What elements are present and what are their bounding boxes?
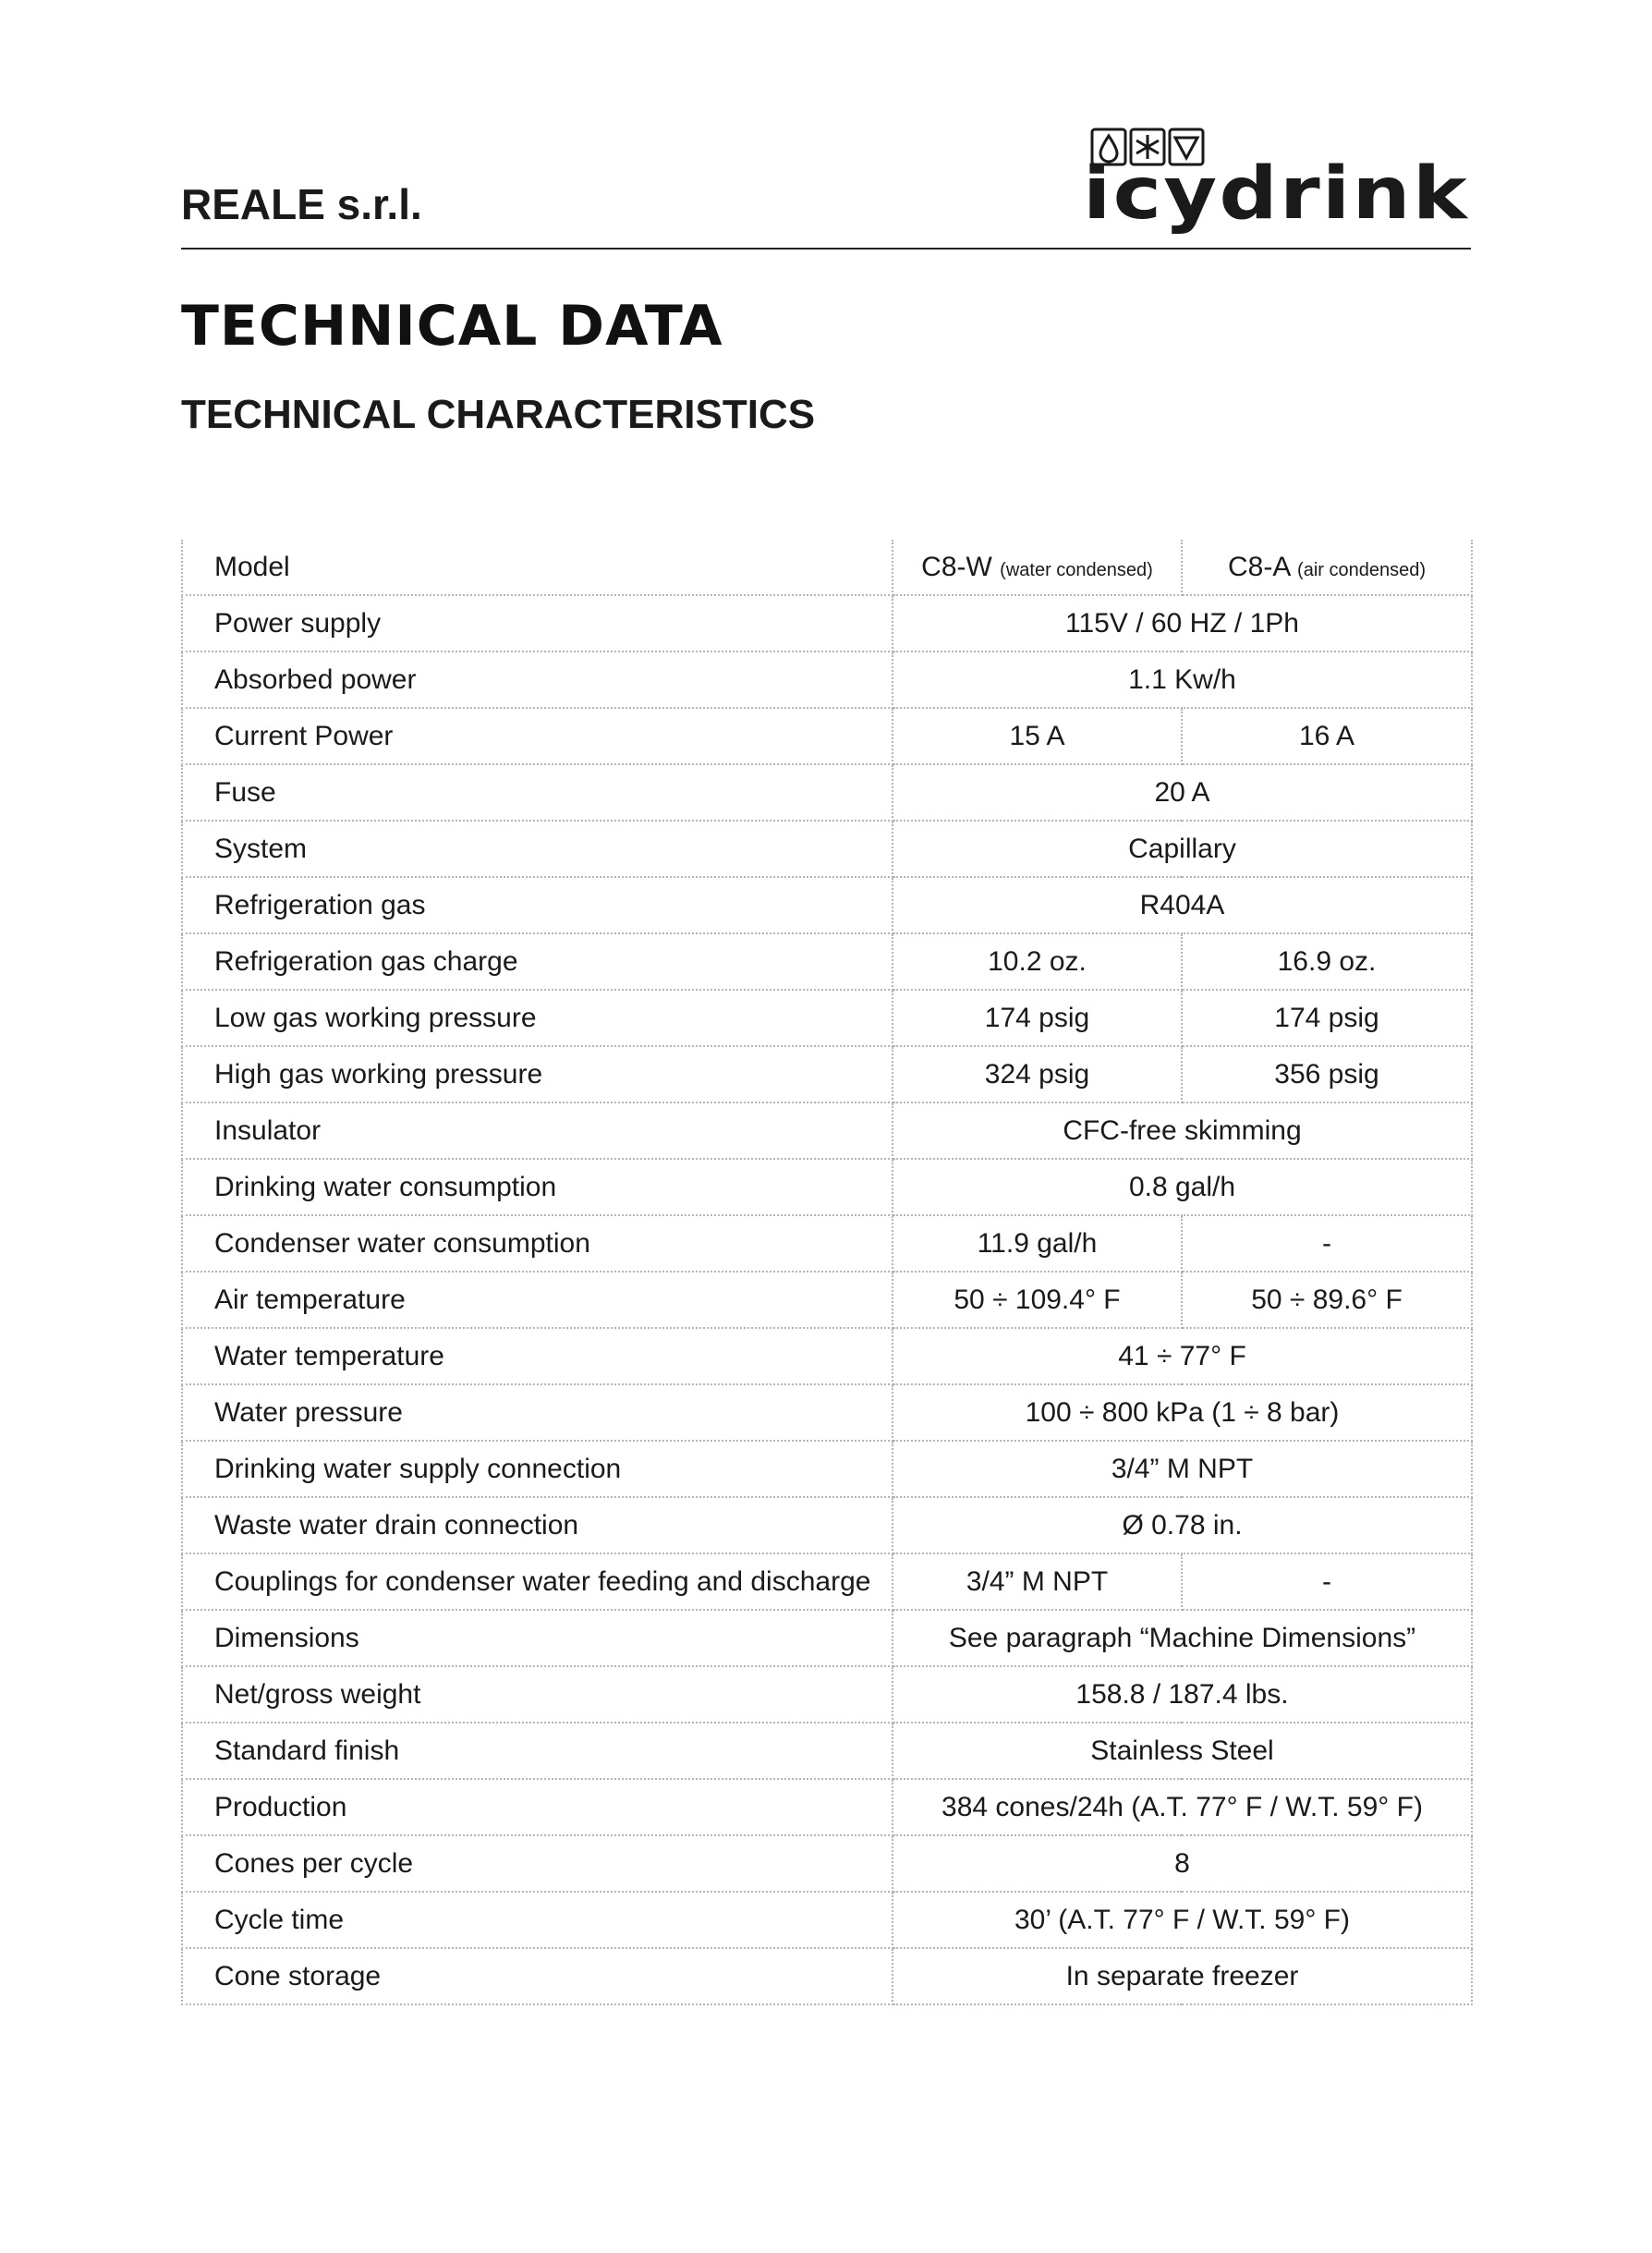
row-value-c8w: 324 psig (893, 1046, 1182, 1102)
row-value-c8a: 50 ÷ 89.6° F (1182, 1272, 1472, 1328)
row-label: Drinking water supply connection (182, 1441, 893, 1497)
row-label: Standard finish (182, 1723, 893, 1779)
table-row (182, 1328, 1472, 1384)
table-row (182, 1835, 1472, 1892)
row-value-c8w: 3/4” M NPT (893, 1553, 1182, 1610)
table-row (182, 1272, 1472, 1328)
row-label: Drinking water consumption (182, 1159, 893, 1215)
row-label: Absorbed power (182, 652, 893, 708)
row-value-c8a: - (1182, 1553, 1472, 1610)
row-label: Refrigeration gas (182, 877, 893, 933)
table-row (182, 1046, 1472, 1102)
row-value: Capillary (893, 821, 1472, 877)
table-row (182, 764, 1472, 821)
row-value: R404A (893, 877, 1472, 933)
row-value-c8a: 16 A (1182, 708, 1472, 764)
table-row (182, 1892, 1472, 1948)
company-name: REALE s.r.l. (181, 180, 422, 228)
table-row (182, 1723, 1472, 1779)
table-row (182, 1948, 1472, 2004)
row-label: Current Power (182, 708, 893, 764)
row-value: 41 ÷ 77° F (893, 1328, 1472, 1384)
table-row (182, 1441, 1472, 1497)
table-row (182, 1666, 1472, 1723)
row-label: Cone storage (182, 1948, 893, 2004)
technical-characteristics-table (181, 540, 1473, 2005)
page-header (181, 120, 1471, 250)
row-value-c8w: 50 ÷ 109.4° F (893, 1272, 1182, 1328)
row-value-c8a: 174 psig (1182, 990, 1472, 1046)
table-row (182, 1779, 1472, 1835)
table-row (182, 708, 1472, 764)
table-header-row (182, 540, 1472, 595)
row-label: Cones per cycle (182, 1835, 893, 1892)
table-row (182, 1159, 1472, 1215)
table-row (182, 821, 1472, 877)
row-label: Waste water drain connection (182, 1497, 893, 1553)
icydrink-logo (1083, 126, 1471, 235)
row-label: Insulator (182, 1102, 893, 1159)
row-value-c8w: 11.9 gal/h (893, 1215, 1182, 1272)
row-value: 100 ÷ 800 kPa (1 ÷ 8 bar) (893, 1384, 1472, 1441)
row-value-c8w: 174 psig (893, 990, 1182, 1046)
row-label: Net/gross weight (182, 1666, 893, 1723)
row-label: Couplings for condenser water feeding and discharge (182, 1553, 893, 1610)
section-subtitle: TECHNICAL CHARACTERISTICS (181, 392, 816, 437)
model-c8a-note: (air condensed) (1297, 559, 1426, 580)
table-row (182, 1497, 1472, 1553)
table-row (182, 1102, 1472, 1159)
table-row (182, 1384, 1472, 1441)
row-label: Cycle time (182, 1892, 893, 1948)
row-value-c8w: 10.2 oz. (893, 933, 1182, 990)
row-value: 384 cones/24h (A.T. 77° F / W.T. 59° F) (893, 1779, 1472, 1835)
row-label: High gas working pressure (182, 1046, 893, 1102)
row-value: In separate freezer (893, 1948, 1472, 2004)
row-label: Fuse (182, 764, 893, 821)
row-label: Condenser water consumption (182, 1215, 893, 1272)
row-value: 1.1 Kw/h (893, 652, 1472, 708)
logo-wordmark: icydrink (1083, 152, 1470, 235)
row-value: 8 (893, 1835, 1472, 1892)
row-value-c8a: 16.9 oz. (1182, 933, 1472, 990)
table-row (182, 990, 1472, 1046)
table-row (182, 877, 1472, 933)
model-c8a-cell (1182, 540, 1472, 595)
row-label: Low gas working pressure (182, 990, 893, 1046)
model-label: Model (182, 540, 893, 595)
row-value: 158.8 / 187.4 lbs. (893, 1666, 1472, 1723)
row-value: 115V / 60 HZ / 1Ph (893, 595, 1472, 652)
model-c8w-note: (water condensed) (1000, 559, 1153, 580)
row-value: 20 A (893, 764, 1472, 821)
table-row (182, 1610, 1472, 1666)
row-value: Ø 0.78 in. (893, 1497, 1472, 1553)
page-title: TECHNICAL DATA (181, 294, 723, 359)
row-value: See paragraph “Machine Dimensions” (893, 1610, 1472, 1666)
row-value-c8w: 15 A (893, 708, 1182, 764)
table-row (182, 933, 1472, 990)
row-value: 30’ (A.T. 77° F / W.T. 59° F) (893, 1892, 1472, 1948)
model-c8w-cell (893, 540, 1182, 595)
row-value: Stainless Steel (893, 1723, 1472, 1779)
model-c8w-name: C8-W (921, 551, 992, 582)
row-label: Production (182, 1779, 893, 1835)
row-value: CFC-free skimming (893, 1102, 1472, 1159)
table-row (182, 1215, 1472, 1272)
row-label: Refrigeration gas charge (182, 933, 893, 990)
table-row (182, 595, 1472, 652)
table-row (182, 652, 1472, 708)
table-row (182, 1553, 1472, 1610)
row-value-c8a: - (1182, 1215, 1472, 1272)
row-label: Air temperature (182, 1272, 893, 1328)
row-label: Water temperature (182, 1328, 893, 1384)
model-c8a-name: C8-A (1227, 551, 1290, 582)
row-label: Power supply (182, 595, 893, 652)
row-label: System (182, 821, 893, 877)
row-value: 3/4” M NPT (893, 1441, 1472, 1497)
row-label: Dimensions (182, 1610, 893, 1666)
row-label: Water pressure (182, 1384, 893, 1441)
row-value-c8a: 356 psig (1182, 1046, 1472, 1102)
row-value: 0.8 gal/h (893, 1159, 1472, 1215)
